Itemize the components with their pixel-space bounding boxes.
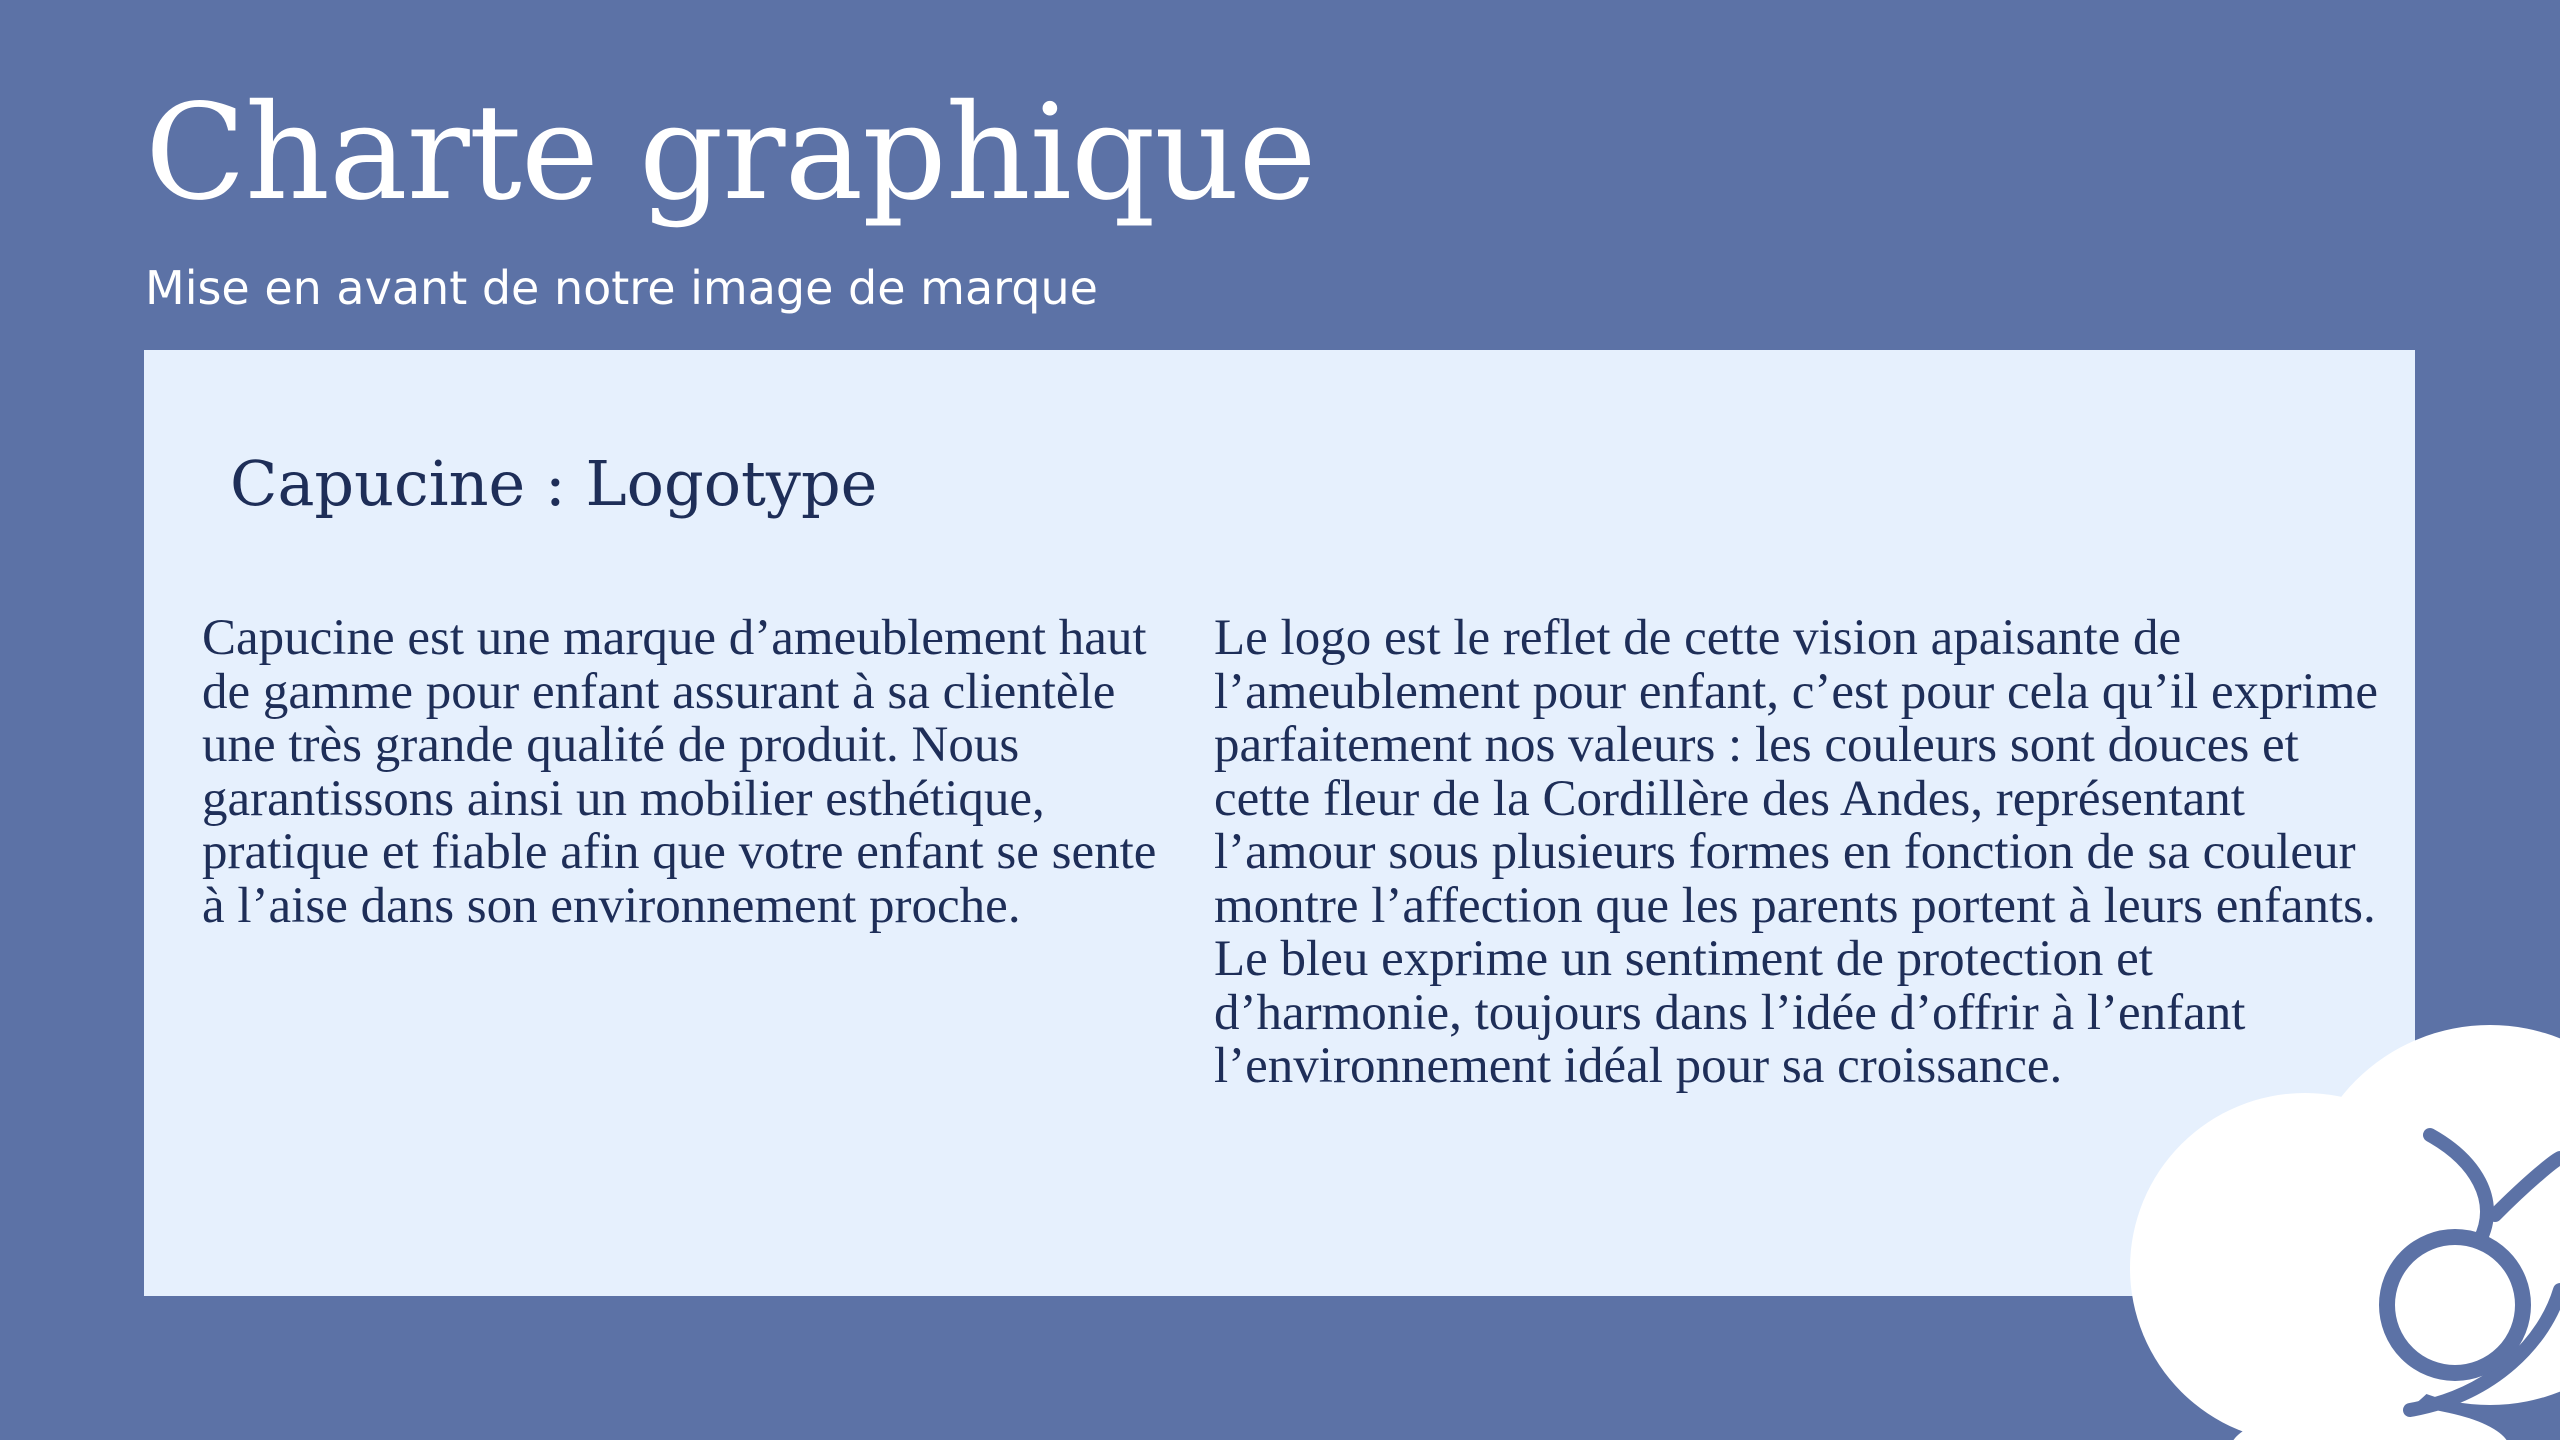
flower-icon	[2100, 1000, 2560, 1440]
card-heading: Capucine : Logotype	[230, 447, 878, 520]
right-paragraph: Le logo est le reflet de cette vision apaisante de l’ameublement pour enfant, c’est pour cela qu’il exprime parfaitement nos valeurs : les couleurs sont douces et cette fleur de la Cordillère des Andes, représentant l’amour sous plusieurs formes en fonction de sa couleur montre l’affection que les parents portent à leurs enfants. Le bleu exprime un sentiment de protection et d’harmonie, toujours dans l’idée d’offrir à l’enfant l’environnement idéal pour sa croissance.	[1214, 610, 2379, 1094]
content-card	[144, 350, 2415, 1296]
flower-center	[2387, 1237, 2523, 1373]
left-paragraph: Capucine est une marque d’ameublement haut de gamme pour enfant assurant à sa clientèle une très grande qualité de produit. Nous garantissons ainsi un mobilier esthétique, pratique et fiable afin que votre enfant se sente à l’aise dans son environnement proche.	[202, 610, 1157, 934]
slide-title: Charte graphique	[145, 76, 1316, 230]
slide-subtitle: Mise en avant de notre image de marque	[145, 261, 1098, 315]
